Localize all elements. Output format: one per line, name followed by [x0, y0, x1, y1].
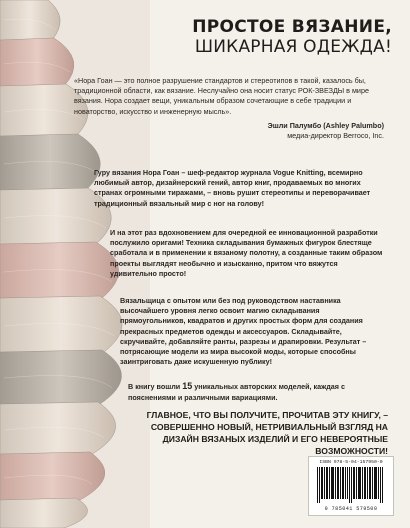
contents-prefix: В книгу вошли	[128, 382, 183, 391]
isbn-number: ISBN 978-5-04-157950-0	[319, 460, 383, 465]
headline-line-2: ШИКАРНАЯ ОДЕЖДА!	[194, 36, 392, 57]
quote-author: Эшли Палумбо (Ashley Palumbo)	[267, 120, 384, 130]
closing-statement: ГЛАВНОЕ, ЧТО ВЫ ПОЛУЧИТЕ, ПРОЧИТАВ ЭТУ КНИГУ, – СОВЕРШЕННО НОВЫЙ, НЕТРИВИАЛЬНЫЙ ВЗГЛЯД НА ДИЗАЙН ВЯЗАНЫХ ИЗДЕЛИЙ И ЕГО НЕВЕРОЯТНЫЕ ВОЗМОЖНОСТИ!	[146, 410, 388, 456]
isbn-barcode	[308, 456, 394, 516]
description-paragraph-author: Гуру вязания Нора Гоан – шеф-редактор журнала Vogue Knitting, всемирно любимый автор, дизайнерский гений, автор книг, продаваемых во многих странах огромными тиражами, – вновь рушит стереотипы и переворачивает традиционный вязальный мир с ног на голову!	[94, 168, 371, 208]
barcode-bars-icon	[317, 467, 385, 503]
headline-line-1: ПРОСТОЕ ВЯЗАНИЕ,	[192, 17, 392, 37]
barcode-digits: 9 785041 579500	[324, 506, 378, 512]
description-paragraph-contents	[128, 380, 386, 403]
review-quote	[74, 76, 384, 141]
description-paragraph-origami: И на этот раз вдохновением для очередной ее инновационной разработки послужило оригами! Техника складывания бумажных фигурок блестяще сработала и в применении к вязаному полотну, а созданные таким образом проекты выглядят необычно и изысканно, притом что вяжутся удивительно просто!	[110, 228, 383, 278]
quote-author-role: медиа-директор Berroco, Inc.	[287, 131, 384, 141]
cover-headline	[192, 18, 392, 57]
quote-text: «Нора Гоан — это полное разрушение стандартов и стереотипов в такой, казалось бы, традиционной области, как вязание. Неслучайно она носит статус РОК-ЗВЕЗДЫ в мире вязания. Нора создает вещи, уникальным образом сочетающие в себе традиции и новаторство, искусство и инженерную мысль».	[74, 76, 369, 116]
description-paragraph-technique: Вязальщица с опытом или без под руководством наставника высочайшего уровня легко освоит магию складывания прямоугольников, квадратов и других простых форм для создания прекрасных предметов одежды и аксессуаров. Складывайте, скручивайте, добавляйте ранты, разрезы и драпировки. Результат – потрясающие модели из мира высокой моды, которые способны заинтриговать даже искушенную публику!	[120, 296, 367, 367]
contents-suffix: уникальных авторских моделей, каждая с пояснениями и различными вариациями.	[128, 382, 345, 402]
quote-attribution	[74, 121, 384, 141]
models-count: 15	[182, 381, 193, 391]
